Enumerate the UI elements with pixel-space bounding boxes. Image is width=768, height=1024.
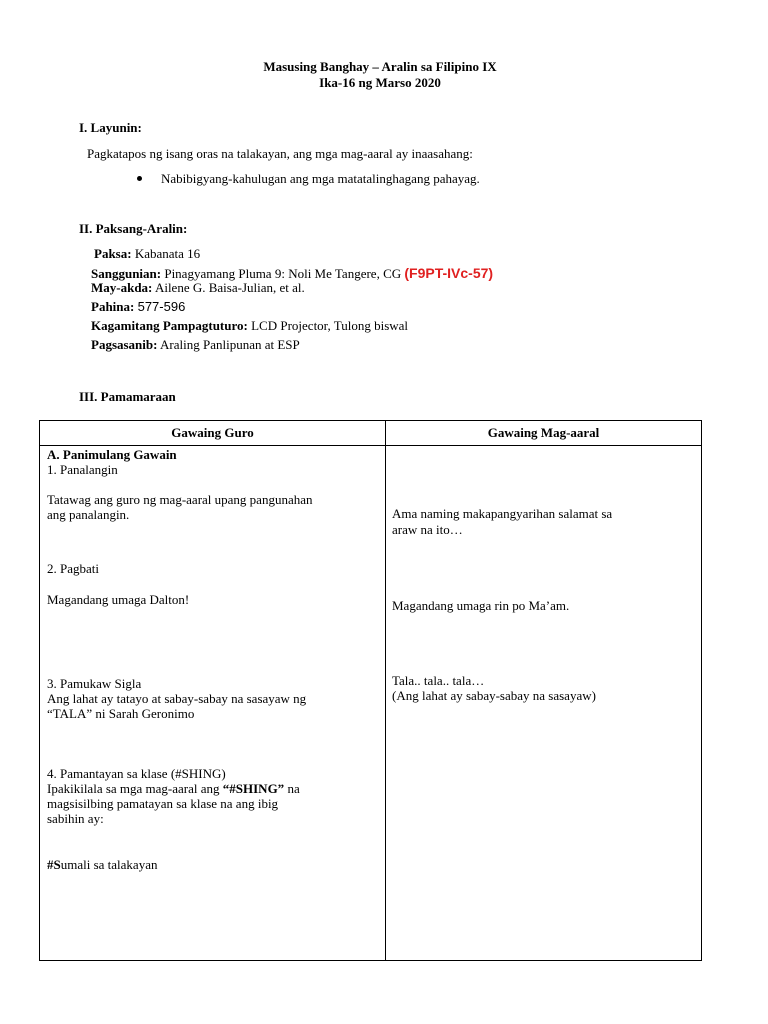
guro-column <box>40 446 386 961</box>
section-pamamaraan-heading: III. Pamamaraan <box>79 389 176 404</box>
bullet-icon <box>137 176 142 181</box>
item4-line1-pre: Ipakikilala sa mga mag-aaral ang <box>47 781 223 796</box>
item4-title: 4. Pamantayan sa klase (#SHING) <box>47 766 226 781</box>
item1-title: 1. Panalangin <box>47 462 118 477</box>
reply1-line1: Ama naming makapangyarihan salamat sa <box>392 506 613 521</box>
pagsasanib-value: Araling Panlipunan at ESP <box>160 337 300 352</box>
section-paksang-aralin-heading: II. Paksang-Aralin: <box>79 221 188 236</box>
sanggunian-value: Pinagyamang Pluma 9: Noli Me Tangere, CG <box>164 266 402 281</box>
item3-line1: Ang lahat ay tatayo at sabay-sabay na sasayaw ng <box>47 691 307 706</box>
col-header-gawaing-guro: Gawaing Guro <box>40 421 386 446</box>
paksa-row <box>94 246 200 262</box>
item4-line2: magsisilbing pamatayan sa klase na ang ibig <box>47 796 279 811</box>
pahina-row <box>91 299 185 315</box>
kagamitan-value: LCD Projector, Tulong biswal <box>251 318 409 333</box>
pahina-value: 577-596 <box>137 299 186 314</box>
section-layunin-heading: I. Layunin: <box>79 120 142 135</box>
sanggunian-label: Sanggunian: <box>91 266 162 281</box>
pamamaraan-table <box>39 420 702 961</box>
item1-line1: Tatawag ang guro ng mag-aaral upang pangunahan <box>47 492 313 507</box>
reply2: Magandang umaga rin po Ma’am. <box>392 598 570 613</box>
mayakda-value: Ailene G. Baisa-Julian, et al. <box>154 280 305 295</box>
pagsasanib-label: Pagsasanib: <box>91 337 158 352</box>
document-title: Masusing Banghay – Aralin sa Filipino IX <box>263 59 497 74</box>
mayakda-row <box>91 280 305 296</box>
item4-line1 <box>47 781 300 797</box>
shing-term: “#SHING” <box>222 781 285 796</box>
kagamitan-label: Kagamitang Pampagtuturo: <box>91 318 248 333</box>
part-a-heading: A. Panimulang Gawain <box>47 447 177 462</box>
pagsasanib-row <box>91 337 300 353</box>
item2-text: Magandang umaga Dalton! <box>47 592 190 607</box>
pahina-label: Pahina: <box>91 299 135 314</box>
col-header-gawaing-magaaral: Gawaing Mag-aaral <box>386 421 702 446</box>
rule1-letter: #S <box>47 857 61 872</box>
item1-line2: ang panalangin. <box>47 507 130 522</box>
paksa-label: Paksa: <box>94 246 132 261</box>
layunin-bullet: Nabibigyang-kahulugan ang mga matatalinghagang pahayag. <box>161 171 480 186</box>
reply3-line1: Tala.. tala.. tala… <box>392 673 485 688</box>
rule1-text: umali sa talakayan <box>60 857 158 872</box>
item2-title: 2. Pagbati <box>47 561 99 576</box>
layunin-intro: Pagkatapos ng isang oras na talakayan, ang mga mag-aaral ay inaasahang: <box>87 146 473 161</box>
kagamitan-row <box>91 318 408 334</box>
magaaral-column <box>386 446 702 961</box>
item4-line1-post: na <box>284 781 300 796</box>
item4-line3: sabihin ay: <box>47 811 104 826</box>
reply1-line2: araw na ito… <box>392 522 463 537</box>
document-date: Ika-16 ng Marso 2020 <box>319 75 441 90</box>
mayakda-label: May-akda: <box>91 280 153 295</box>
item3-line2: “TALA” ni Sarah Geronimo <box>47 706 195 721</box>
shing-rule-1 <box>47 857 157 873</box>
paksa-value: Kabanata 16 <box>134 246 201 261</box>
reply3-line2: (Ang lahat ay sabay-sabay na sasayaw) <box>392 688 596 703</box>
item3-title: 3. Pamukaw Sigla <box>47 676 142 691</box>
competency-code: (F9PT-IVc-57) <box>404 265 494 281</box>
